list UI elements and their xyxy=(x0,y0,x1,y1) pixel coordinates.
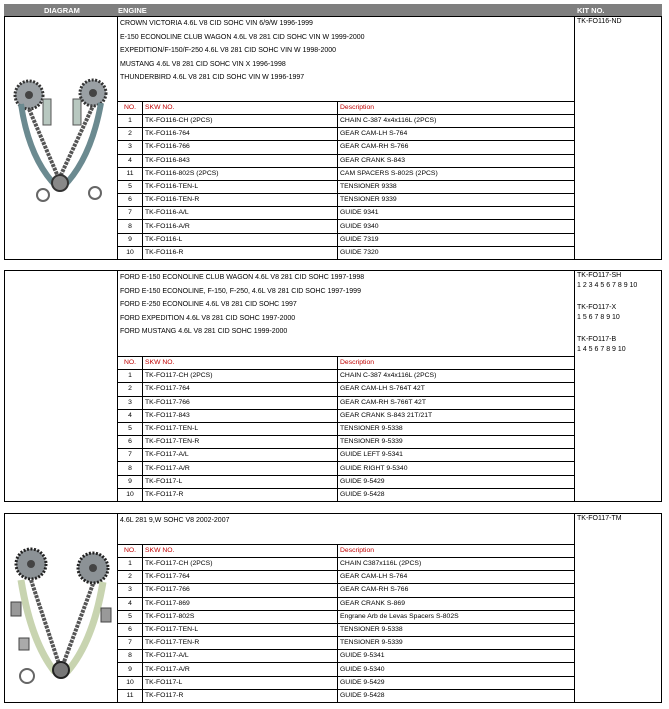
item-number: 6 xyxy=(118,623,143,636)
item-number: 3 xyxy=(118,584,143,597)
kit-cell xyxy=(575,17,661,27)
kit-contents: 1 5 6 7 8 9 10 xyxy=(577,314,620,321)
part-description: TENSIONER 9339 xyxy=(338,194,575,207)
skw-part-number: TK-FO117-TEN-L xyxy=(143,623,338,636)
engine-application: 4.6L 281 9,W SOHC V8 2002-2007 xyxy=(120,517,230,524)
skw-part-number: TK-FO116-802S (2PCS) xyxy=(143,167,338,180)
engine-application: FORD E-150 ECONOLINE, F-150, F-250, 4.6L V8 281 CID SOHC 1997-1999 xyxy=(120,287,361,295)
item-number: 8 xyxy=(118,650,143,663)
table-row xyxy=(118,154,574,167)
table-row xyxy=(118,370,574,383)
part-description: GEAR CAM-LH S-764 xyxy=(338,128,575,141)
parts-table xyxy=(118,356,574,501)
part-description: GUIDE 9340 xyxy=(338,220,575,233)
table-row xyxy=(118,462,574,475)
table-row xyxy=(118,571,574,584)
part-description: GEAR CAM-RH S-766T 42T xyxy=(338,396,575,409)
skw-part-number: TK-FO117-764 xyxy=(143,571,338,584)
header-kit-no: KIT NO. xyxy=(577,5,605,15)
table-row xyxy=(118,623,574,636)
diagram-cell xyxy=(5,271,118,501)
skw-part-number: TK-FO117-L xyxy=(143,676,338,689)
table-row xyxy=(118,383,574,396)
table-row xyxy=(118,180,574,193)
skw-part-number: TK-FO117-CH (2PCS) xyxy=(143,370,338,383)
item-number: 9 xyxy=(118,663,143,676)
item-number: 10 xyxy=(118,676,143,689)
engine-application: CROWN VICTORIA 4.6L V8 CID SOHC VIN 6/9/W 1996-1999 xyxy=(120,20,313,27)
col-desc-header: Description xyxy=(338,101,575,114)
item-number: 8 xyxy=(118,462,143,475)
engine-application: E-150 ECONOLINE CLUB WAGON 4.6L V8 281 CID SOHC VIN W 1999-2000 xyxy=(120,33,365,41)
part-description: GUIDE 9-5429 xyxy=(338,676,575,689)
part-description: CHAIN C-387 4x4x116L (2PCS) xyxy=(338,370,575,383)
skw-part-number: TK-FO116-TEN-L xyxy=(143,180,338,193)
item-number: 1 xyxy=(118,114,143,127)
part-description: TENSIONER 9338 xyxy=(338,180,575,193)
skw-part-number: TK-FO116-A/L xyxy=(143,207,338,220)
engine-cell xyxy=(118,17,575,259)
parts-table xyxy=(118,544,574,702)
item-number: 3 xyxy=(118,396,143,409)
skw-part-number: TK-FO116-TEN-R xyxy=(143,194,338,207)
table-row xyxy=(118,557,574,570)
kit-number: TK-FO117-TM xyxy=(577,515,622,522)
item-number: 6 xyxy=(118,436,143,449)
part-description: GUIDE 7320 xyxy=(338,246,575,259)
kit-spacer xyxy=(575,323,661,335)
table-row xyxy=(118,194,574,207)
item-number: 7 xyxy=(118,449,143,462)
engine-cell xyxy=(118,271,575,501)
item-number: 10 xyxy=(118,488,143,501)
skw-part-number: TK-FO117-A/L xyxy=(143,650,338,663)
part-description: TENSIONER 9-5339 xyxy=(338,436,575,449)
header-engine: ENGINE xyxy=(118,5,147,15)
part-description: GUIDE 9-5428 xyxy=(338,488,575,501)
part-description: GUIDE 9-5340 xyxy=(338,663,575,676)
item-number: 8 xyxy=(118,220,143,233)
part-description: TENSIONER 9-5338 xyxy=(338,422,575,435)
part-description: CHAIN C-387 4x4x116L (2PCS) xyxy=(338,114,575,127)
kit-cell xyxy=(575,514,661,524)
part-description: GEAR CRANK S-869 xyxy=(338,597,575,610)
kit-spacer xyxy=(575,291,661,303)
part-description: GEAR CRANK S-843 21T/21T xyxy=(338,409,575,422)
item-number: 4 xyxy=(118,154,143,167)
engine-application: THUNDERBIRD 4.6L V8 281 CID SOHC VIN W 1996-1997 xyxy=(120,74,305,82)
table-row xyxy=(118,167,574,180)
part-description: GUIDE RIGHT 9-5340 xyxy=(338,462,575,475)
item-number: 7 xyxy=(118,637,143,650)
item-number: 4 xyxy=(118,409,143,422)
diagram-cell xyxy=(5,514,118,702)
item-number: 11 xyxy=(118,167,143,180)
table-row xyxy=(118,475,574,488)
col-skw-header: SKW NO. xyxy=(143,101,338,114)
table-row xyxy=(118,207,574,220)
table-row xyxy=(118,220,574,233)
part-description: GEAR CAM-LH S-764 xyxy=(338,571,575,584)
kit-number: TK-FO116-ND xyxy=(577,18,622,25)
item-number: 10 xyxy=(118,246,143,259)
engine-application: FORD MUSTANG 4.6L V8 281 CID SOHC 1999-2000 xyxy=(120,328,288,336)
table-header-row xyxy=(118,101,574,114)
table-row xyxy=(118,246,574,259)
table-header-row xyxy=(118,356,574,369)
kit-block-2 xyxy=(4,270,662,502)
kit-block-3 xyxy=(4,513,662,703)
skw-part-number: TK-FO117-R xyxy=(143,488,338,501)
item-number: 6 xyxy=(118,194,143,207)
part-description: GEAR CAM-RH S-766 xyxy=(338,141,575,154)
part-description: TENSIONER 9-5338 xyxy=(338,623,575,636)
col-skw-header: SKW NO. xyxy=(143,544,338,557)
skw-part-number: TK-FO116-764 xyxy=(143,128,338,141)
part-description: Engrane Arb de Levas Spacers S-802S xyxy=(338,610,575,623)
skw-part-number: TK-FO116-843 xyxy=(143,154,338,167)
engine-application: MUSTANG 4.6L V8 281 CID SOHC VIN X 1996-1998 xyxy=(120,60,286,68)
skw-part-number: TK-FO117-TEN-R xyxy=(143,637,338,650)
skw-part-number: TK-FO116-CH (2PCS) xyxy=(143,114,338,127)
table-row xyxy=(118,676,574,689)
col-no-header: NO. xyxy=(118,356,143,369)
item-number: 4 xyxy=(118,597,143,610)
part-description: GUIDE 9-5341 xyxy=(338,650,575,663)
col-no-header: NO. xyxy=(118,101,143,114)
engine-application: FORD E-150 ECONOLINE CLUB WAGON 4.6L V8 281 CID SOHC 1997-1998 xyxy=(120,274,365,281)
kit-contents: 1 2 3 4 5 6 7 8 9 10 xyxy=(577,282,638,289)
skw-part-number: TK-FO117-843 xyxy=(143,409,338,422)
table-row xyxy=(118,650,574,663)
col-no-header: NO. xyxy=(118,544,143,557)
engine-cell xyxy=(118,514,575,702)
table-row xyxy=(118,422,574,435)
col-desc-header: Description xyxy=(338,356,575,369)
skw-part-number: TK-FO116-766 xyxy=(143,141,338,154)
col-skw-header: SKW NO. xyxy=(143,356,338,369)
skw-part-number: TK-FO117-802S xyxy=(143,610,338,623)
item-number: 9 xyxy=(118,475,143,488)
table-row xyxy=(118,488,574,501)
table-header-row xyxy=(118,544,574,557)
part-description: CAM SPACERS S-802S (2PCS) xyxy=(338,167,575,180)
skw-part-number: TK-FO116-R xyxy=(143,246,338,259)
kit-number: TK-FO117-X xyxy=(577,304,617,311)
kit-number: TK-FO117-SH xyxy=(577,272,622,279)
timing-kit-diagram xyxy=(9,69,113,209)
engine-application: FORD EXPEDITION 4.6L V8 281 CID SOHC 1997-2000 xyxy=(120,314,296,322)
table-row xyxy=(118,449,574,462)
item-number: 11 xyxy=(118,689,143,702)
skw-part-number: TK-FO117-R xyxy=(143,689,338,702)
skw-part-number: TK-FO117-TEN-L xyxy=(143,422,338,435)
skw-part-number: TK-FO116-L xyxy=(143,233,338,246)
engine-application: EXPEDITION/F-150/F-250 4.6L V8 281 CID SOHC VIN W 1998-2000 xyxy=(120,47,337,55)
skw-part-number: TK-FO117-TEN-R xyxy=(143,436,338,449)
part-description: CHAIN C387x116L (2PCS) xyxy=(338,557,575,570)
item-number: 1 xyxy=(118,370,143,383)
skw-part-number: TK-FO117-764 xyxy=(143,383,338,396)
part-description: TENSIONER 9-5339 xyxy=(338,637,575,650)
engine-application: FORD E-250 ECONOLINE 4.6L V8 281 CID SOHC 1997 xyxy=(120,301,297,309)
part-description: GUIDE 9341 xyxy=(338,207,575,220)
kit-number: TK-FO117-B xyxy=(577,336,617,343)
diagram-cell xyxy=(5,17,118,259)
table-row xyxy=(118,597,574,610)
part-description: GUIDE 9-5428 xyxy=(338,689,575,702)
kit-cell xyxy=(575,271,661,355)
header-diagram: DIAGRAM xyxy=(44,5,80,15)
item-number: 2 xyxy=(118,128,143,141)
skw-part-number: TK-FO117-869 xyxy=(143,597,338,610)
kit-block-1 xyxy=(4,16,662,260)
item-number: 5 xyxy=(118,180,143,193)
part-description: GEAR CAM-RH S-766 xyxy=(338,584,575,597)
timing-kit-diagram xyxy=(9,542,113,692)
table-row xyxy=(118,141,574,154)
skw-part-number: TK-FO117-766 xyxy=(143,584,338,597)
part-description: GUIDE 9-5429 xyxy=(338,475,575,488)
table-row xyxy=(118,409,574,422)
item-number: 5 xyxy=(118,422,143,435)
skw-part-number: TK-FO117-A/R xyxy=(143,663,338,676)
part-description: GEAR CRANK S-843 xyxy=(338,154,575,167)
table-row xyxy=(118,396,574,409)
item-number: 2 xyxy=(118,571,143,584)
part-description: GUIDE LEFT 9-5341 xyxy=(338,449,575,462)
skw-part-number: TK-FO117-L xyxy=(143,475,338,488)
item-number: 2 xyxy=(118,383,143,396)
skw-part-number: TK-FO117-A/R xyxy=(143,462,338,475)
table-row xyxy=(118,584,574,597)
table-row xyxy=(118,114,574,127)
skw-part-number: TK-FO117-CH (2PCS) xyxy=(143,557,338,570)
table-row xyxy=(118,128,574,141)
part-description: GEAR CAM-LH S-764T 42T xyxy=(338,383,575,396)
skw-part-number: TK-FO116-A/R xyxy=(143,220,338,233)
table-row xyxy=(118,436,574,449)
part-description: GUIDE 7319 xyxy=(338,233,575,246)
item-number: 9 xyxy=(118,233,143,246)
table-row xyxy=(118,610,574,623)
table-row xyxy=(118,663,574,676)
skw-part-number: TK-FO117-A/L xyxy=(143,449,338,462)
skw-part-number: TK-FO117-766 xyxy=(143,396,338,409)
item-number: 3 xyxy=(118,141,143,154)
header-bar xyxy=(4,4,662,16)
table-row xyxy=(118,689,574,702)
kit-contents: 1 4 5 6 7 8 9 10 xyxy=(577,346,626,353)
parts-table xyxy=(118,101,574,259)
col-desc-header: Description xyxy=(338,544,575,557)
item-number: 1 xyxy=(118,557,143,570)
table-row xyxy=(118,637,574,650)
item-number: 5 xyxy=(118,610,143,623)
item-number: 7 xyxy=(118,207,143,220)
table-row xyxy=(118,233,574,246)
